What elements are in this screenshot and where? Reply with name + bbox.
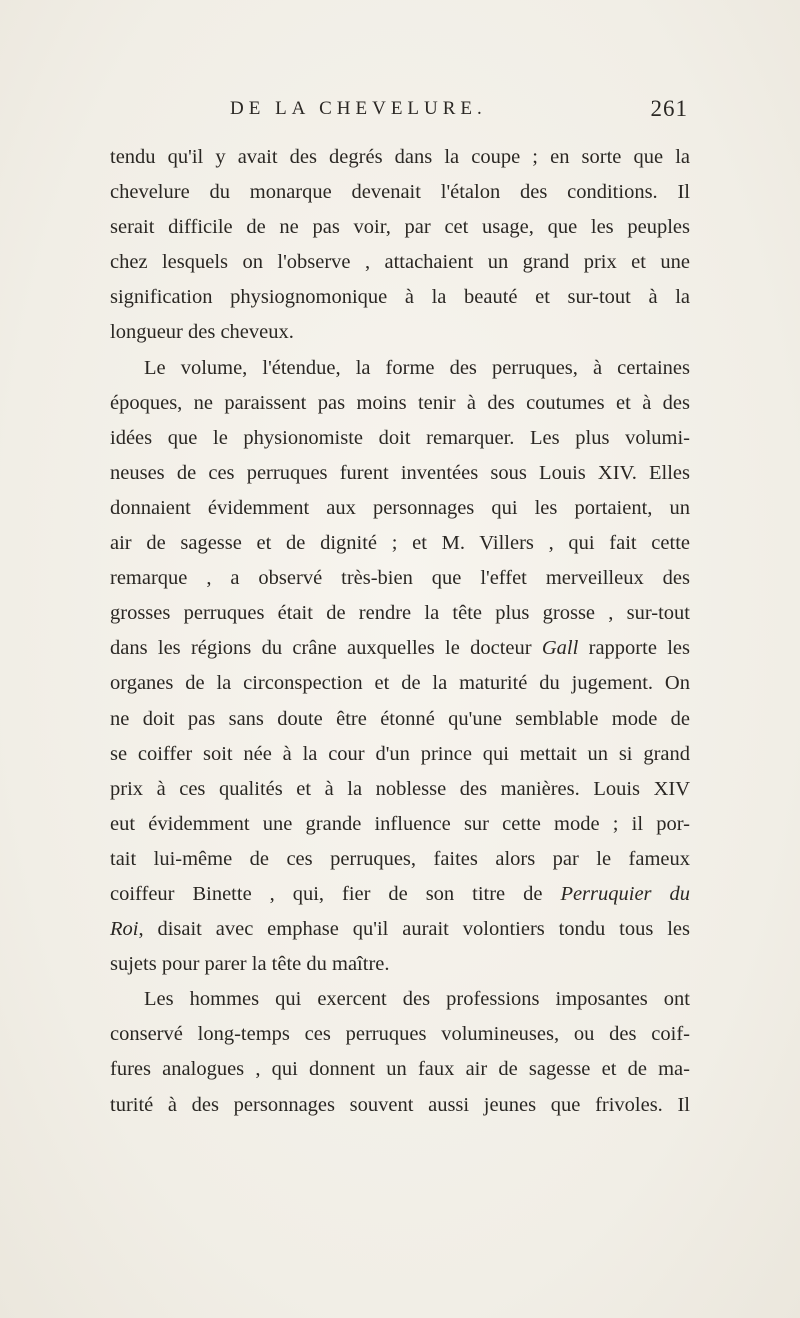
text-line: Roi, disait avec emphase qu'il aurait volontiers tondu tous les [110,918,690,941]
page-header [230,98,688,128]
text-line: époques, ne paraissent pas moins tenir à des coutumes et à des [110,391,690,414]
text-line: signification physiognomonique à la beauté et sur-tout à la [110,286,690,309]
text-line: Les hommes qui exercent des professions imposantes ont [144,988,690,1011]
page-number: 261 [650,96,688,121]
text-line: neuses de ces perruques furent inventées sous Louis XIV. Elles [110,461,690,484]
text-line: tait lui-même de ces perruques, faites alors par le fameux [110,847,690,870]
body-text [110,140,690,1123]
text-line: turité à des personnages souvent aussi jeunes que frivoles. Il [110,1093,690,1116]
paragraph-1 [110,140,690,351]
text-line: ne doit pas sans doute être étonné qu'une semblable mode de [110,707,690,730]
text-line: grosses perruques était de rendre la tête plus grosse , sur-tout [110,602,690,625]
text-line: remarque , a observé très-bien que l'effet merveilleux des [110,567,690,590]
text-line: conservé long-temps ces perruques volumineuses, ou des coif- [110,1023,690,1046]
text-line: coiffeur Binette , qui, fier de son titre de Perruquier du [110,882,690,905]
text-line: longueur des cheveux. [110,321,294,344]
text-line: sujets pour parer la tête du maître. [110,953,390,976]
text-line: donnaient évidemment aux personnages qui les portaient, un [110,496,690,519]
paragraph-2 [110,351,690,983]
running-title: DE LA CHEVELURE. [230,98,487,119]
text-line: organes de la circonspection et de la maturité du jugement. On [110,672,690,695]
text-line: Le volume, l'étendue, la forme des perruques, à certaines [144,356,690,379]
text-line: chevelure du monarque devenait l'étalon des conditions. Il [110,181,690,204]
text-line: idées que le physionomiste doit remarquer. Les plus volumi- [110,426,690,449]
text-line: serait difficile de ne pas voir, par cet usage, que les peuples [110,216,690,239]
paragraph-3 [110,982,690,1122]
text-line: air de sagesse et de dignité ; et M. Villers , qui fait cette [110,532,690,555]
text-line: prix à ces qualités et à la noblesse des manières. Louis XIV [110,777,690,800]
text-line: dans les régions du crâne auxquelles le docteur Gall rapporte les [110,637,690,660]
text-line: tendu qu'il y avait des degrés dans la coupe ; en sorte que la [110,146,690,168]
text-line: chez lesquels on l'observe , attachaient un grand prix et une [110,251,690,274]
text-line: eut évidemment une grande influence sur cette mode ; il por- [110,812,690,835]
text-line: fures analogues , qui donnent un faux air de sagesse et de ma- [110,1058,690,1081]
text-line: se coiffer soit née à la cour d'un prince qui mettait un si grand [110,742,690,765]
